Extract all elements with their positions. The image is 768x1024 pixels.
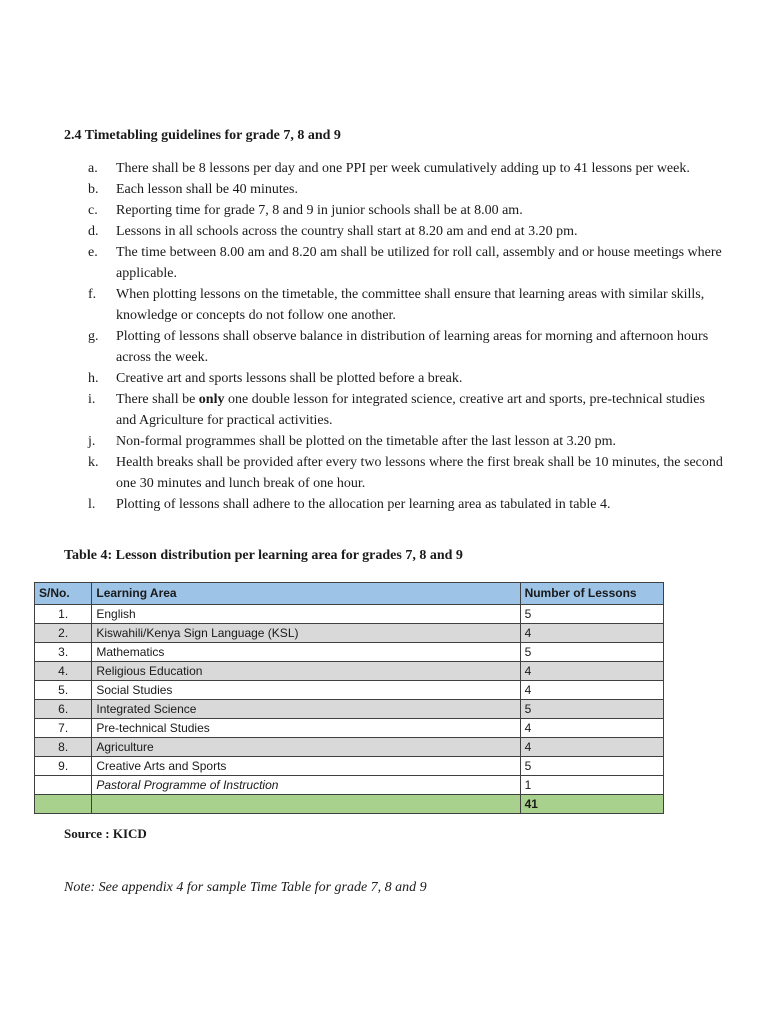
guideline-text: Each lesson shall be 40 minutes.: [116, 182, 298, 197]
list-marker: e.: [88, 245, 98, 260]
guideline-item: [88, 221, 728, 242]
cell-total-sno: [35, 795, 92, 814]
header-sno: S/No.: [35, 583, 92, 605]
source-line: Source : KICD: [64, 826, 147, 841]
header-number-of-lessons: Number of Lessons: [520, 583, 663, 605]
appendix-note: Note: See appendix 4 for sample Time Table for grade 7, 8 and 9: [64, 880, 427, 895]
cell-learning-area: Kiswahili/Kenya Sign Language (KSL): [92, 624, 520, 643]
cell-lessons: 4: [520, 662, 663, 681]
guideline-text-after: one double lesson for integrated science, creative art and sports, pre-technical studies and Agriculture for practical activities.: [116, 392, 705, 428]
guideline-text: Non-formal programmes shall be plotted on the timetable after the last lesson at 3.20 pm.: [116, 434, 616, 449]
guidelines-list: [88, 158, 728, 515]
list-marker: b.: [88, 182, 99, 197]
table-row: [35, 681, 664, 700]
guideline-item: [88, 284, 728, 326]
guideline-item: [88, 368, 728, 389]
table-caption: Table 4: Lesson distribution per learning area for grades 7, 8 and 9: [64, 548, 463, 563]
cell-sno: 5.: [35, 681, 92, 700]
cell-learning-area: Social Studies: [92, 681, 520, 700]
list-marker: j.: [88, 434, 96, 449]
list-marker: f.: [88, 287, 97, 302]
guideline-item: [88, 242, 728, 284]
cell-learning-area: English: [92, 605, 520, 624]
guideline-text: The time between 8.00 am and 8.20 am shall be utilized for roll call, assembly and or house meetings where applicable.: [116, 245, 722, 281]
cell-sno: 1.: [35, 605, 92, 624]
cell-learning-area: Religious Education: [92, 662, 520, 681]
guideline-item: [88, 389, 728, 431]
cell-lessons: 4: [520, 719, 663, 738]
cell-sno: 6.: [35, 700, 92, 719]
cell-lessons: 1: [520, 776, 663, 795]
guideline-item: [88, 452, 728, 494]
guideline-text: Health breaks shall be provided after every two lessons where the first break shall be 10 minutes, the second one 30 minutes and lunch break of one hour.: [116, 455, 723, 491]
guideline-text: There shall be 8 lessons per day and one PPI per week cumulatively adding up to 41 lessons per week.: [116, 161, 690, 176]
cell-lessons: 5: [520, 700, 663, 719]
header-learning-area: Learning Area: [92, 583, 520, 605]
cell-learning-area: Pastoral Programme of Instruction: [92, 776, 520, 795]
cell-sno: [35, 776, 92, 795]
list-marker: d.: [88, 224, 99, 239]
guideline-text: When plotting lessons on the timetable, the committee shall ensure that learning areas with similar skills, knowledge or concepts do not follow one another.: [116, 287, 705, 323]
guideline-text-before: There shall be: [116, 392, 199, 407]
list-marker: i.: [88, 392, 96, 407]
cell-learning-area: Pre-technical Studies: [92, 719, 520, 738]
table-row: [35, 662, 664, 681]
list-marker: k.: [88, 455, 99, 470]
cell-sno: 8.: [35, 738, 92, 757]
table-row: [35, 700, 664, 719]
cell-lessons: 5: [520, 605, 663, 624]
cell-lessons: 4: [520, 624, 663, 643]
table-row: [35, 719, 664, 738]
cell-lessons: 4: [520, 738, 663, 757]
cell-total-lessons: 41: [520, 795, 663, 814]
cell-sno: 3.: [35, 643, 92, 662]
cell-sno: 9.: [35, 757, 92, 776]
table-row: [35, 738, 664, 757]
lesson-distribution-table: [34, 582, 664, 814]
cell-sno: 4.: [35, 662, 92, 681]
table-row: [35, 757, 664, 776]
guideline-item: [88, 158, 728, 179]
table-row: [35, 776, 664, 795]
guideline-item: [88, 494, 728, 515]
guideline-text: Plotting of lessons shall adhere to the allocation per learning area as tabulated in table 4.: [116, 497, 611, 512]
cell-lessons: 4: [520, 681, 663, 700]
cell-learning-area: Agriculture: [92, 738, 520, 757]
guideline-item: [88, 431, 728, 452]
table-header-row: [35, 583, 664, 605]
list-marker: g.: [88, 329, 99, 344]
cell-learning-area: Integrated Science: [92, 700, 520, 719]
cell-total-area: [92, 795, 520, 814]
guideline-text: Plotting of lessons shall observe balance in distribution of learning areas for morning and afternoon hours across the week.: [116, 329, 709, 365]
table-total-row: [35, 795, 664, 814]
list-marker: a.: [88, 161, 98, 176]
cell-lessons: 5: [520, 757, 663, 776]
guideline-text: Reporting time for grade 7, 8 and 9 in junior schools shall be at 8.00 am.: [116, 203, 523, 218]
guideline-text: Creative art and sports lessons shall be plotted before a break.: [116, 371, 463, 386]
cell-learning-area: Mathematics: [92, 643, 520, 662]
list-marker: h.: [88, 371, 99, 386]
guideline-emphasis: only: [198, 392, 225, 407]
cell-sno: 7.: [35, 719, 92, 738]
list-marker: c.: [88, 203, 98, 218]
cell-lessons: 5: [520, 643, 663, 662]
list-marker: l.: [88, 497, 96, 512]
cell-sno: 2.: [35, 624, 92, 643]
guideline-text: Lessons in all schools across the country shall start at 8.20 am and end at 3.20 pm.: [116, 224, 578, 239]
guideline-item: [88, 179, 728, 200]
table-row: [35, 643, 664, 662]
guideline-item: [88, 200, 728, 221]
cell-learning-area: Creative Arts and Sports: [92, 757, 520, 776]
table-row: [35, 624, 664, 643]
table-row: [35, 605, 664, 624]
guideline-item: [88, 326, 728, 368]
section-heading: 2.4 Timetabling guidelines for grade 7, 8 and 9: [64, 128, 341, 143]
